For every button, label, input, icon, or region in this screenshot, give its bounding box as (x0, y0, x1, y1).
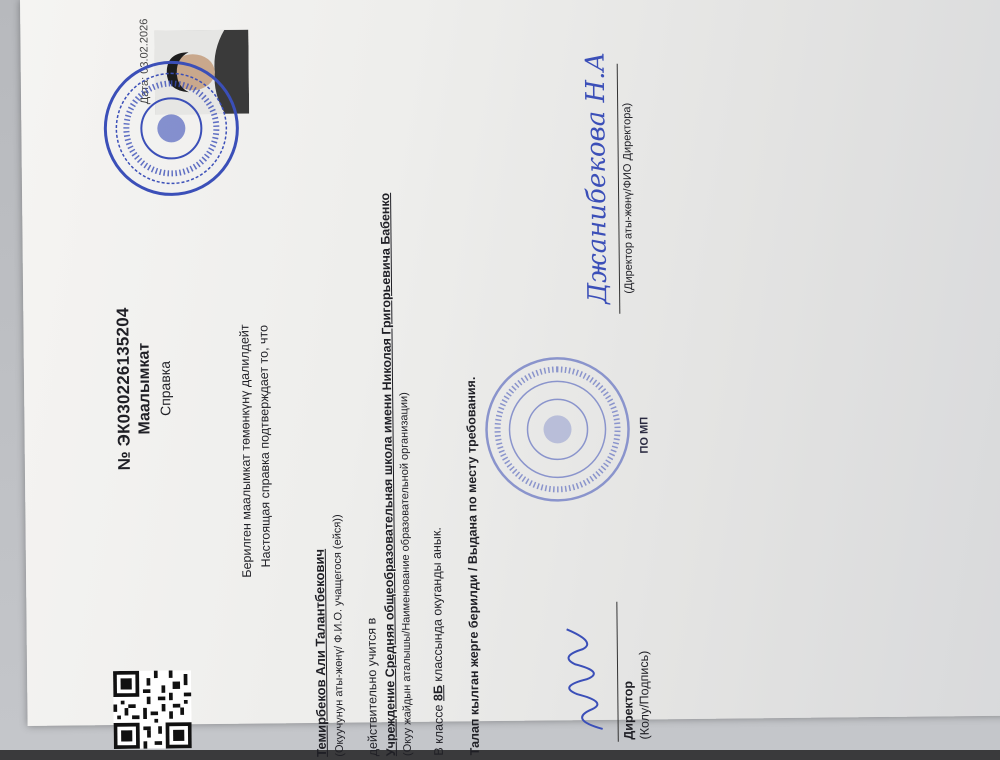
left-signature-caption: (Колу/Подпись) (636, 650, 652, 740)
left-signature-line (616, 602, 618, 742)
stamp-label: ПО МП (638, 416, 651, 454)
right-signature-name: Джанибекова Н.А (580, 51, 614, 305)
certificate-content (110, 14, 652, 759)
left-signature-scribble (547, 624, 618, 735)
right-signature-caption: (Директор аты-жөнү/ФИО Директора) (621, 102, 636, 294)
student-name: Темирбеков Али Талантбекович (311, 548, 329, 757)
right-signature-line (617, 64, 621, 314)
certificate-number: № ЭК030226135204 (113, 307, 134, 471)
class-line (430, 527, 446, 756)
issue-date: Дата: 03.02.2026 (138, 18, 152, 105)
institution-name: Учреждение Средняя общеобразовательная школа имени Николая Григорьевича Бабенко (378, 192, 398, 757)
class-suffix: классында окуганды анык. (429, 527, 446, 682)
official-stamp-bottom (482, 354, 634, 506)
institution-caption: (Окуу жайдын аталышы/Наименование образовательной организации) (398, 392, 414, 757)
issued-for: Талап кылган жерге берилди / Выдана по месту требования. (463, 376, 482, 756)
title-russian: Справка (156, 360, 174, 417)
class-prefix: В классе (431, 704, 446, 756)
certificate-paper (20, 0, 1000, 757)
class-value: 8Б (431, 685, 446, 702)
student-caption: (Окуучунун аты-жөнү/ Ф.И.О. учащегося (ейся)) (331, 514, 346, 757)
studies-text: действительно учится в (364, 617, 380, 757)
intro-kyrgyz: Берилген маалымкат төмөнкүнү далилдейт (237, 324, 255, 578)
intro-russian: Настоящая справка подтверждает то, что (256, 324, 273, 568)
left-signature-role: Директор (621, 680, 636, 740)
official-stamp-top (101, 58, 242, 199)
title-kyrgyz: Маалымкат (135, 342, 154, 435)
